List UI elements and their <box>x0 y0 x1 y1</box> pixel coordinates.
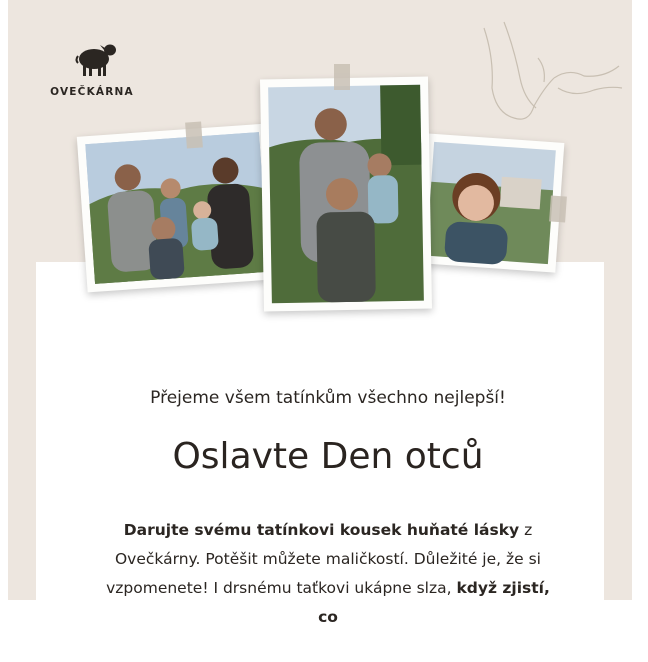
photo-tape <box>549 195 567 222</box>
family-photo-center <box>260 77 432 312</box>
subtitle: Přejeme všem tatínkům všechno nejlepší! <box>150 388 506 408</box>
family-photo-left <box>77 124 277 293</box>
family-photo-right <box>418 133 565 272</box>
email-body <box>8 0 632 626</box>
photo-illustration <box>268 85 424 304</box>
photo-tape <box>334 64 350 90</box>
brand-logo[interactable] <box>46 36 138 100</box>
brand-name: OVEČKÁRNA <box>50 86 134 98</box>
body-text-1: z Ovečkárny. Potěšit můžete maličkostí. Důležité je, že si vzpomenete! I drsnému taťkovi ukápne slza, <box>106 521 541 597</box>
hands-doodle-icon <box>474 18 624 138</box>
body-bold-1: Darujte svému tatínkovi kousek huňaté lásky <box>123 521 520 539</box>
body-paragraph <box>98 516 558 632</box>
photo-tape <box>185 121 203 148</box>
sheep-icon <box>74 36 118 80</box>
photo-illustration <box>426 142 556 264</box>
photo-illustration <box>85 132 268 284</box>
page-title: Oslavte Den otců <box>172 436 484 477</box>
body-bold-2: když zjistí, co <box>318 579 550 626</box>
